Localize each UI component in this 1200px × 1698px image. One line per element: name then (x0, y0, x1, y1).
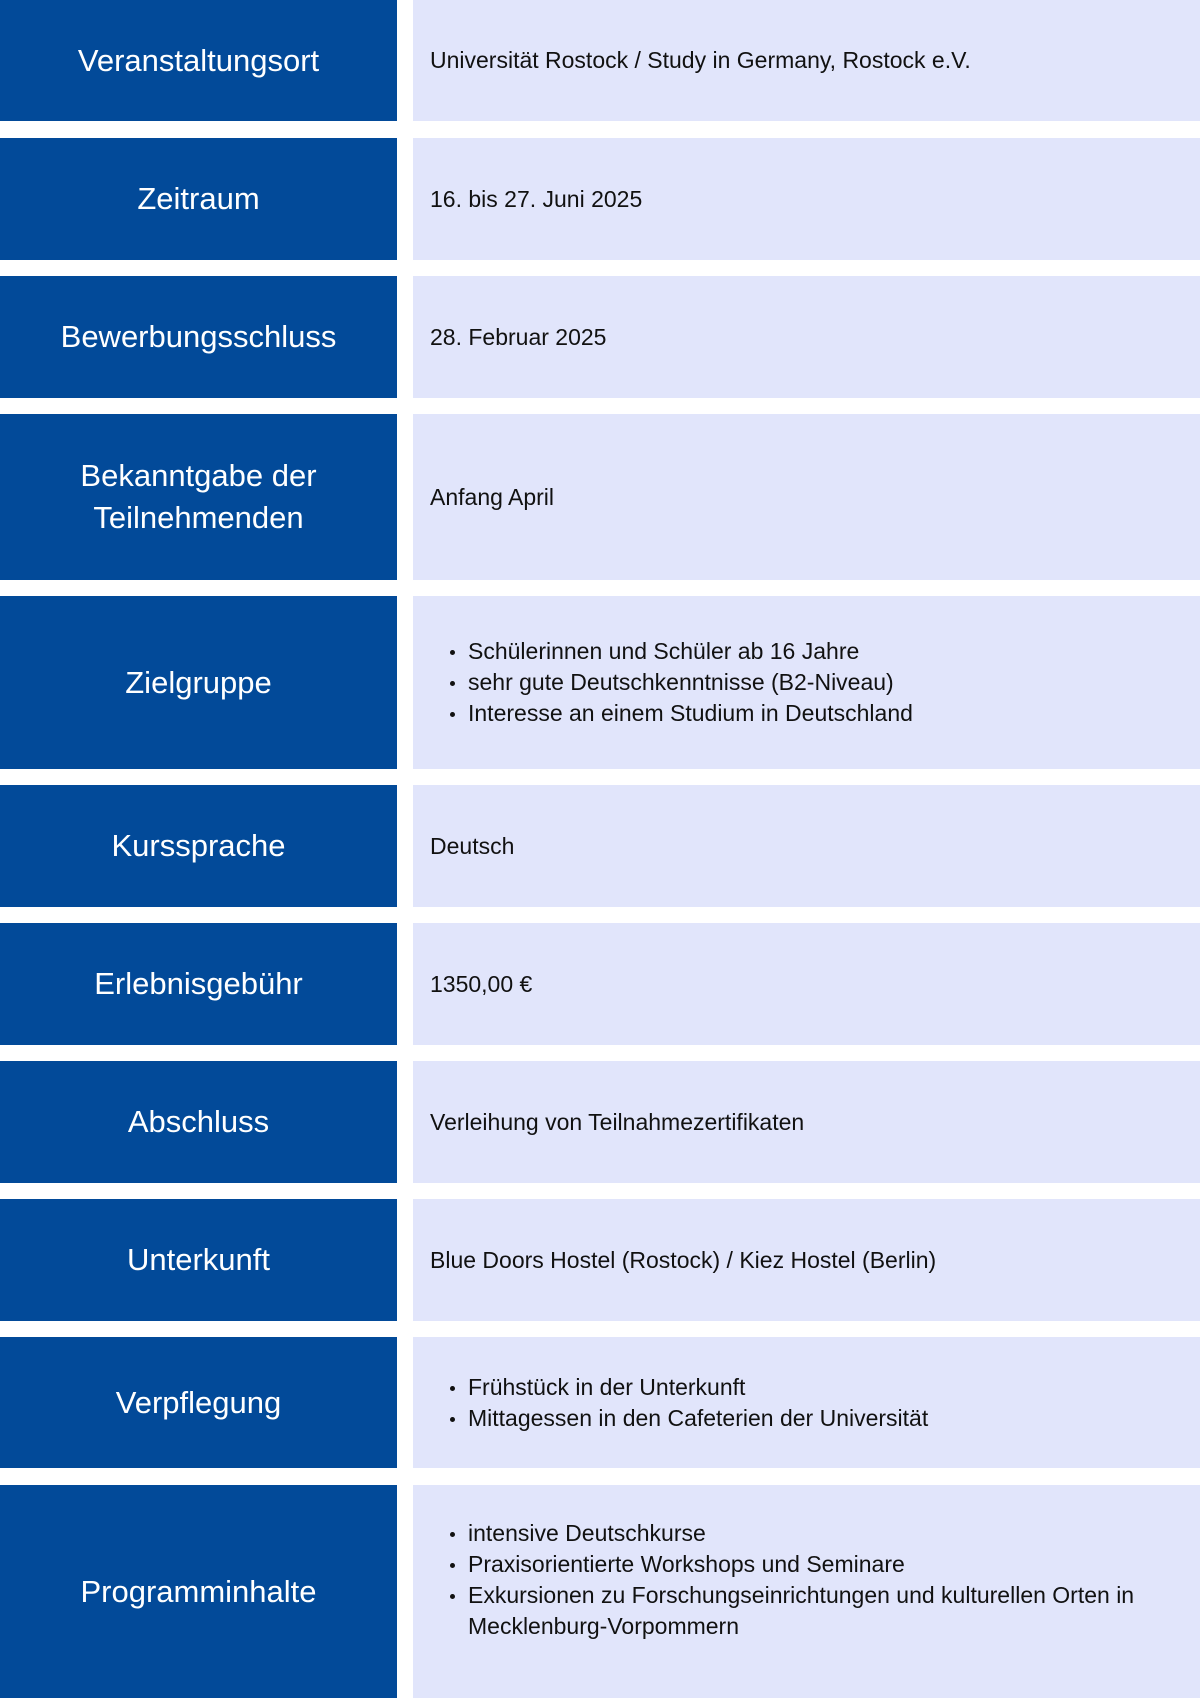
list-item: Mittagessen in den Cafeterien der Universität (468, 1403, 928, 1434)
row-value: 28. Februar 2025 (413, 276, 1200, 398)
list-item: Exkursionen zu Forschungseinrichtungen und kulturellen Orten in Mecklenburg-Vorpommern (468, 1580, 1180, 1642)
info-row-veranstaltungsort (0, 0, 1200, 121)
row-label: Unterkunft (0, 1199, 397, 1321)
bullet-list (430, 1372, 928, 1434)
row-value: Anfang April (413, 414, 1200, 580)
row-label: Zielgruppe (0, 596, 397, 769)
row-value (413, 1485, 1200, 1698)
list-item: Interesse an einem Studium in Deutschland (468, 698, 913, 729)
row-value: Verleihung von Teilnahmezertifikaten (413, 1061, 1200, 1183)
list-item: Praxisorientierte Workshops und Seminare (468, 1549, 1180, 1580)
list-item: Frühstück in der Unterkunft (468, 1372, 928, 1403)
row-label: Programminhalte (0, 1485, 397, 1698)
info-row-unterkunft (0, 1199, 1200, 1321)
info-row-zielgruppe (0, 596, 1200, 769)
list-item: sehr gute Deutschkenntnisse (B2-Niveau) (468, 667, 913, 698)
row-label-line: Teilnehmenden (93, 500, 304, 535)
row-value: Deutsch (413, 785, 1200, 907)
info-row-bewerbungsschluss (0, 276, 1200, 398)
row-value (413, 1337, 1200, 1468)
info-row-programminhalte (0, 1485, 1200, 1698)
info-row-verpflegung (0, 1337, 1200, 1468)
row-label (0, 414, 397, 580)
list-item: Schülerinnen und Schüler ab 16 Jahre (468, 636, 913, 667)
row-label: Kurssprache (0, 785, 397, 907)
info-row-kurssprache (0, 785, 1200, 907)
row-label-line: Bekanntgabe der (80, 458, 317, 493)
list-item: intensive Deutschkurse (468, 1518, 1180, 1549)
row-label: Veranstaltungsort (0, 0, 397, 121)
row-value: Universität Rostock / Study in Germany, Rostock e.V. (413, 0, 1200, 121)
row-value: 1350,00 € (413, 923, 1200, 1045)
row-value (413, 596, 1200, 769)
row-value: 16. bis 27. Juni 2025 (413, 138, 1200, 260)
row-label: Bewerbungsschluss (0, 276, 397, 398)
row-label: Verpflegung (0, 1337, 397, 1468)
info-row-bekanntgabe (0, 414, 1200, 580)
row-label: Zeitraum (0, 138, 397, 260)
row-value: Blue Doors Hostel (Rostock) / Kiez Hostel (Berlin) (413, 1199, 1200, 1321)
bullet-list (430, 636, 913, 729)
info-row-zeitraum (0, 138, 1200, 260)
info-row-abschluss (0, 1061, 1200, 1183)
info-row-erlebnisgebuehr (0, 923, 1200, 1045)
row-label: Erlebnisgebühr (0, 923, 397, 1045)
row-label: Abschluss (0, 1061, 397, 1183)
bullet-list (430, 1518, 1180, 1642)
